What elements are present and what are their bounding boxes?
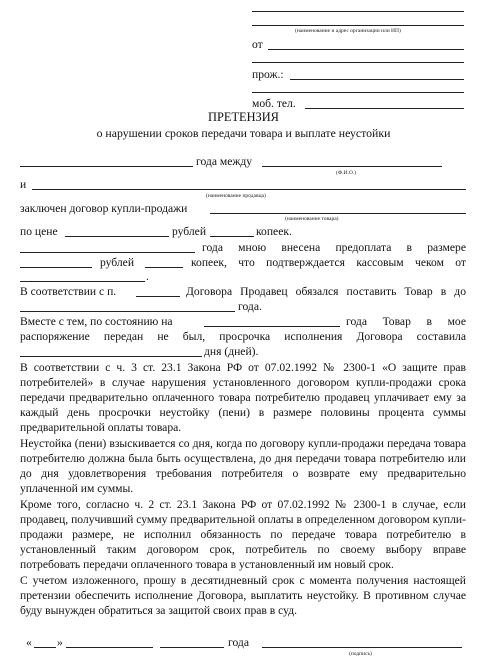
signature-caption: (подпись)	[349, 651, 372, 657]
residence-label: прож.:	[252, 68, 284, 81]
year-between-label: года между	[196, 155, 253, 168]
delay-label-b: года Товар в мое	[346, 315, 466, 328]
year-line[interactable]	[160, 647, 224, 648]
day-line[interactable]	[34, 647, 56, 648]
delay-line-2: распоряжение передан не был, просрочка исполнения Договора составила	[20, 330, 466, 343]
seller-caption: (наименование продавца)	[206, 193, 266, 199]
goods-line[interactable]	[210, 213, 466, 214]
page-title: ПРЕТЕНЗИЯ	[208, 110, 279, 124]
goods-caption: (наименование товара)	[285, 216, 339, 222]
paragraph-penalty: Неустойка (пени) взыскивается со дня, когда по договору купли-продажи передача товара потребителю должна была быть осуществлена, до дня передачи товара потребителю или до дня удовлетворения требования потребителя о возврате ему предварительно уплаченной им суммы.	[20, 437, 466, 496]
price-rub-line[interactable]	[65, 236, 169, 237]
quote-open: «	[26, 636, 32, 649]
delay-line-3: дня (дней).	[204, 345, 259, 358]
prepay-line-3: .	[146, 270, 149, 283]
rubles-label: рублей	[172, 225, 207, 238]
delay-date-line[interactable]	[204, 326, 340, 327]
phone-label: моб. тел.	[252, 97, 296, 110]
org-line-2[interactable]	[252, 25, 464, 26]
prepay-kop-line[interactable]	[145, 267, 183, 268]
deadline-label-a: В соответствии с п.	[20, 285, 117, 298]
page-subtitle: о нарушении сроков передачи товара и выплате неустойки	[96, 126, 391, 140]
fio-caption: (Ф.И.О.)	[336, 170, 357, 176]
and-label: и	[20, 178, 27, 191]
date-line[interactable]	[20, 166, 193, 167]
month-line[interactable]	[66, 647, 153, 648]
prepay-rub-line[interactable]	[20, 267, 92, 268]
receipt-date-line[interactable]	[20, 281, 145, 282]
prepay-line-2: копеек, что подтверждается кассовым чеком от	[191, 256, 466, 269]
phone-line[interactable]	[305, 108, 464, 109]
deadline-date-line[interactable]	[20, 311, 235, 312]
quote-close: »	[57, 636, 63, 649]
seller-line[interactable]	[32, 189, 466, 190]
deadline-label-c: года.	[238, 300, 262, 313]
paragraph-law-2: Кроме того, согласно ч. 2 ст. 23.1 Закона РФ от 07.02.1992 № 2300-1 в случае, если продавец, получивший сумму предварительной оплаты в определенном договором купли-продажи размере, не исполнил обязанность по передаче товара потребителю в установленный таким договором срок, потребитель по своему выбору вправе потребовать передачи оплаченного товара в установленный им новый срок.	[20, 498, 466, 572]
prepay-line-1: года мною внесена предоплата в размере	[202, 241, 466, 254]
prepay-rubles-label: рублей	[100, 256, 135, 269]
fio-line[interactable]	[262, 166, 442, 167]
deadline-label-b: Договора Продавец обязался поставить Товар в до	[186, 285, 466, 298]
residence-line-2[interactable]	[252, 92, 464, 93]
paragraph-law-1: В соответствии с ч. 3 ст. 23.1 Закона РФ от 07.02.1992 № 2300-1 «О защите прав потребителей» в случае нарушения установленного договором купли-продажи срока передачи предварительно оплаченного товара потребителю продавец уплачивает ему за каждый день просрочки неустойку (пени) в размере половины процента суммы предварительной оплаты товара.	[20, 361, 466, 435]
from-line[interactable]	[268, 49, 464, 50]
paragraph-request: С учетом изложенного, прошу в десятидневный срок с момента получения настоящей претензии обеспечить исполнение Договора, выплатить неустойку. В противном случае буду вынужден обратиться за защитой своих прав в суд.	[20, 574, 466, 618]
residence-line[interactable]	[290, 79, 464, 80]
delay-label-a: Вместе с тем, по состоянию на	[20, 315, 173, 328]
price-label: по цене	[20, 225, 58, 238]
footer-year-label: года	[228, 636, 249, 649]
price-kop-line[interactable]	[210, 236, 254, 237]
kopecks-label: копеек.	[256, 225, 292, 238]
contract-label: заключен договор купли-продажи	[20, 202, 188, 215]
signature-line[interactable]	[262, 647, 462, 648]
clause-line[interactable]	[136, 296, 180, 297]
from-label: от	[252, 38, 263, 51]
org-line-1[interactable]	[252, 11, 464, 12]
prepay-date-line[interactable]	[20, 252, 195, 253]
from-line-2[interactable]	[252, 62, 464, 63]
delay-days-line[interactable]	[20, 356, 202, 357]
org-caption: (наименование и адрес организации или ИП)	[295, 28, 401, 34]
